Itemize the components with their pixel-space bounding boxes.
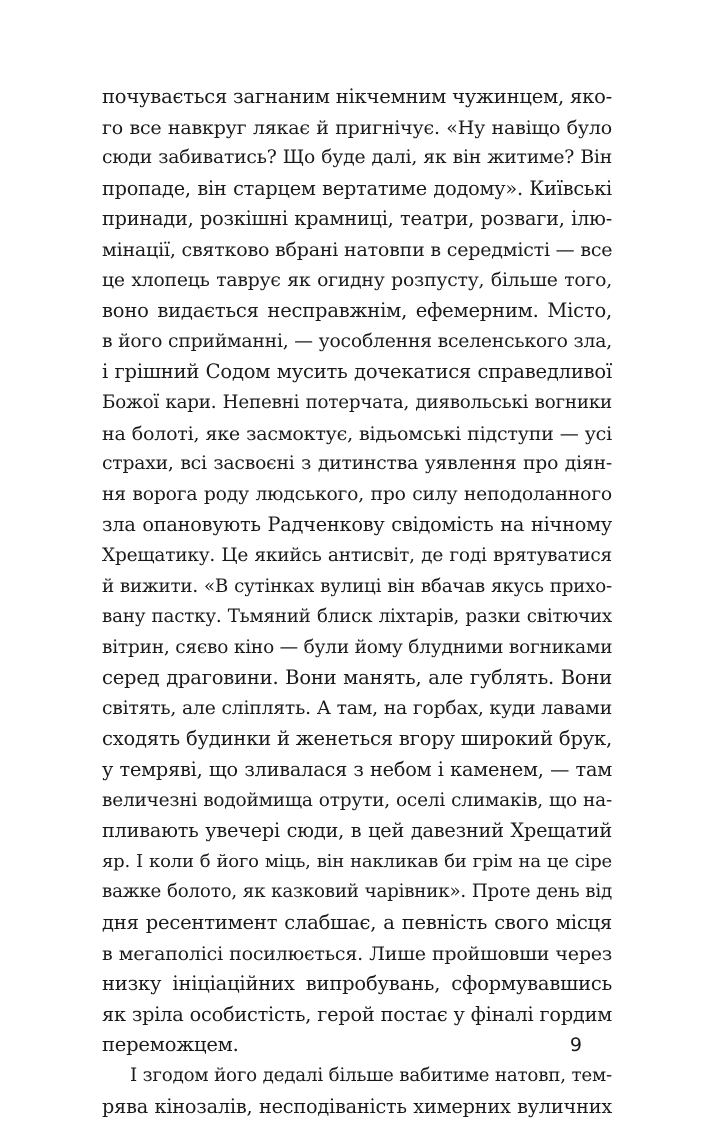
text-line: вітрин, сяєво кіно — були йому блудними вогниками <box>102 636 613 658</box>
body-text <box>102 82 612 1122</box>
paragraph-last-line: переможцем. <box>102 1033 239 1057</box>
text-line: вану пастку. Тьмяний блиск ліхтарів, разки світючих <box>102 606 612 628</box>
text-line: страхи, всі засвоєні з дитинства уявлення про діян- <box>102 453 612 475</box>
text-line: важке болото, як казковий чарівник». Проте день від <box>102 881 612 903</box>
text-line: Божої кари. Непевні потерчата, диявольські вогники <box>102 391 612 413</box>
text-line: пропаде, він старцем вертатиме додому». Київські <box>102 176 612 200</box>
text-line: на болоті, яке засмоктує, відьомські підступи — усі <box>102 422 612 445</box>
text-line: ня ворога роду людського, про силу неподоланного <box>102 483 612 505</box>
text-line: пливають увечері сюди, в цей давезний Хрещатий <box>102 819 612 843</box>
text-line: в мегаполісі посилюється. Лише пройшовши через <box>102 942 612 965</box>
text-line: мінації, святково вбрані натовпи в середмісті — все <box>102 238 613 261</box>
text-line: і грішний Содом мусить дочекатися справедливої <box>102 360 612 384</box>
text-line: низку ініціаційних випробувань, сформувавшись <box>102 972 612 996</box>
text-line: сходять будинки й женеться вгору широкий брук, <box>102 727 612 751</box>
text-line: як зріла особистість, герой постає у фіналі гордим <box>102 1002 612 1026</box>
text-line: рява кінозалів, несподіваність химерних вуличних <box>102 1094 612 1118</box>
text-line: й вижити. «В сутінках вулиці він вбачав якусь прихо- <box>102 575 612 597</box>
text-line: серед драговини. Вони манять, але гублять. Вони <box>102 666 612 690</box>
text-line: го все навкруг лякає й пригнічує. «Ну навіщо було <box>102 116 612 139</box>
text-line: яр. І коли б його міць, він накликав би грім на це сіре <box>102 850 612 872</box>
text-line: у темряві, що зливалася з небом і каменем, — там <box>102 758 612 782</box>
text-line: величезні водоймища отрути, оселі слимаків, що на- <box>102 789 612 811</box>
text-line: зла опановують Радченкову свідомість на нічному <box>102 513 612 537</box>
text-line: в його сприйманні, — уособлення вселенського зла, <box>102 330 612 352</box>
text-line: сюди забиватись? Що буде далі, як він житиме? Він <box>102 147 612 169</box>
text-line: почувається загнаним нікчемним чужинцем, яко- <box>102 85 613 108</box>
page-number: 9 <box>569 1034 582 1056</box>
text-line: Хрещатику. Це якийсь антисвіт, де годі врятуватися <box>102 544 612 566</box>
text-line: принади, розкішні крамниці, театри, розваги, ілю- <box>102 207 612 231</box>
paragraph-first-line: І згодом його дедалі більше вабитиме натовп, тем- <box>130 1065 612 1086</box>
text-line: це хлопець таврує як огидну розпусту, більше того, <box>102 269 612 291</box>
text-line: дня ресентимент слабшає, а певність свого місця <box>102 911 612 935</box>
text-line: світять, але сліплять. А там, на горбах, куди лавами <box>102 697 612 719</box>
text-line: воно видається несправжнім, ефемерним. Місто, <box>102 299 612 323</box>
